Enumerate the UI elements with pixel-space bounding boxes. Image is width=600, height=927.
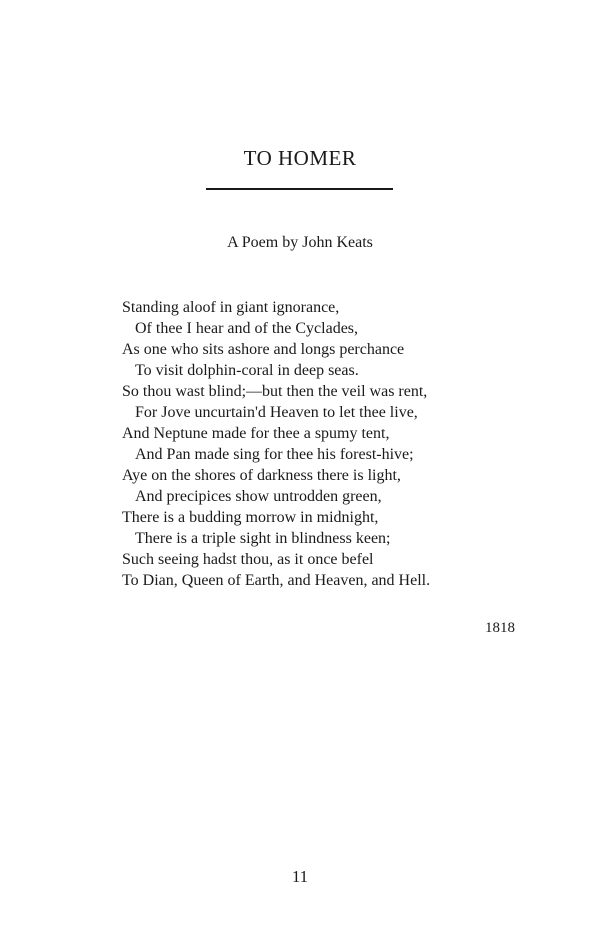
poem-line: Standing aloof in giant ignorance, [122,299,340,316]
title-divider [206,188,393,190]
poem-line: There is a budding morrow in midnight, [122,509,379,526]
poem-line: Such seeing hadst thou, as it once befel [122,551,374,568]
poem-line: And Pan made sing for thee his forest-hive; [135,446,414,463]
poem-line: Aye on the shores of darkness there is light, [122,467,401,484]
poem-line: As one who sits ashore and longs perchance [122,341,405,358]
poem-year: 1818 [485,620,515,636]
poem-body [122,297,522,591]
poem-line: To visit dolphin-coral in deep seas. [135,362,359,379]
poem-attribution: A Poem by John Keats [227,234,373,251]
page-number: 11 [291,867,309,886]
page-title: TO HOMER [243,146,357,170]
poem-line: For Jove uncurtain'd Heaven to let thee live, [135,404,418,421]
poem-line: Of thee I hear and of the Cyclades, [135,320,359,337]
poem-line: And precipices show untrodden green, [135,488,382,505]
poem-line: To Dian, Queen of Earth, and Heaven, and Hell. [122,572,431,589]
poem-line: And Neptune made for thee a spumy tent, [122,425,390,442]
poem-line: So thou wast blind;—but then the veil was rent, [122,383,428,400]
poem-line: There is a triple sight in blindness keen; [135,530,391,547]
